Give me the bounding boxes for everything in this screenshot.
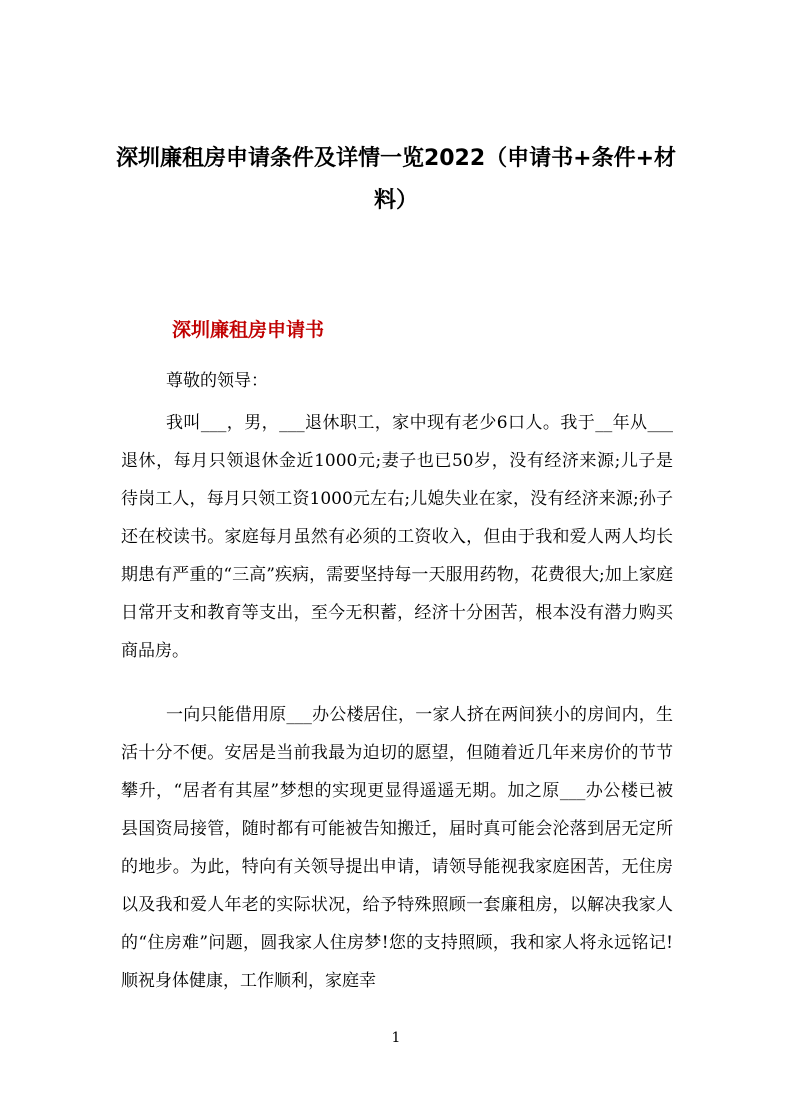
document-title: 深圳廉租房申请条件及详情一览2022（申请书+条件+材料） [115, 146, 677, 213]
salutation: 尊敬的领导： [166, 371, 268, 391]
body-paragraph: 我叫___，男，___退休职工，家中现有老少6口人。我于__年从___退休，每月只领退休金近1000元;妻子也已50岁，没有经济来源;儿子是待岗工人，每月只领工资1000元左右;儿媳失业在家，没有经济来源;孙子还在校读书。家庭每月虽然有必须的工资收入，但由于我和爱人两人均长期患有严重的“三高”疾病，需要坚持每一天服用药物，花费很大;加上家庭日常开支和教育等支出，至今无积蓄，经济十分困苦，根本没有潜力购买商品房。 [121, 413, 673, 661]
section-heading: 深圳廉租房申请书 [172, 319, 325, 341]
page-number: 1 [391, 1030, 401, 1046]
body-paragraph: 一向只能借用原___办公楼居住，一家人挤在两间狭小的房间内，生活十分不便。安居是当前我最为迫切的愿望，但随着近几年来房价的节节攀升，“居者有其屋”梦想的实现更显得遥遥无期。加之原___办公楼已被县国资局接管，随时都有可能被告知搬迁，届时真可能会沦落到居无定所的地步。为此，特向有关领导提出申请，请领导能视我家庭困苦，无住房以及我和爱人年老的实际状况，给予特殊照顾一套廉租房，以解决我家人的“住房难”问题，圆我家人住房梦!您的支持照顾，我和家人将永远铭记!顺祝身体健康，工作顺利，家庭幸 [121, 705, 673, 991]
